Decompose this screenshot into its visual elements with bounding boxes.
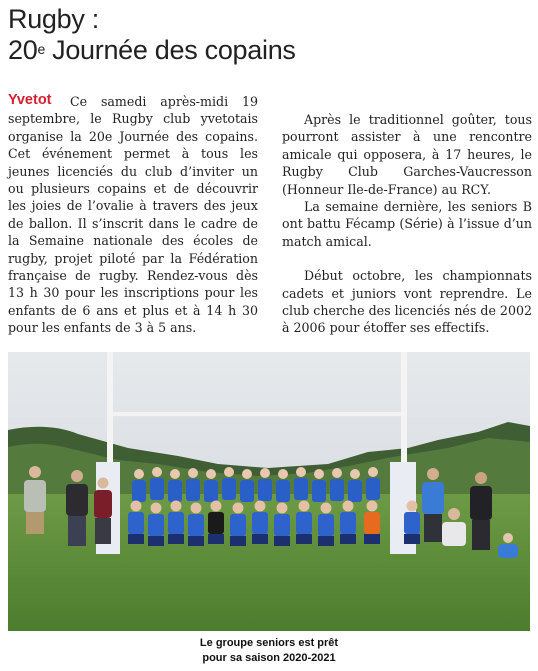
article-column-left <box>8 93 258 337</box>
dateline: Yvetot <box>8 92 52 108</box>
photo-caption <box>0 636 538 665</box>
paragraph-right-1: Après le traditionnel goûter, tous pourront assister à une rencontre amicale qui opposera, à 17 heures, le Rugby Club Garches-Vaucresson (Honneur Ile-de-France) au RCY. <box>282 112 532 197</box>
caption-line2: pour sa saison 2020-2021 <box>202 651 336 664</box>
headline-line2 <box>8 35 528 66</box>
headline-line1: Rugby : <box>8 4 99 34</box>
caption-line1: Le groupe seniors est prêt <box>199 637 339 649</box>
headline-number: 20 <box>8 35 38 65</box>
paragraph-right-3: Début octobre, les championnats cadets et juniors vont reprendre. Le club cherche des licenciés nés de 2002 à 2006 pour étoffer ses effectifs. <box>282 268 532 336</box>
team-photo-image <box>8 352 530 631</box>
article-column-right <box>282 111 532 337</box>
team-photo <box>8 352 530 631</box>
paragraph-left: Ce samedi après-midi 19 septembre, le Rugby club yvetotais organise la 20e Journée des copains. Cet événement permet à tous les jeunes licenciés du club d’inviter un ou plusieurs copains et de découvrir les joies de l’ovalie à travers des jeux de ballon. Il s’inscrit dans le cadre de la Semaine nationale des écoles de rugby, projet piloté par la Fédération française de rugby. Rendez-vous dès 13 h 30 pour les inscriptions pour les enfants de 6 ans et plus et à 14 h 30 pour les enfants de 3 à 5 ans. <box>8 94 258 336</box>
headline-rest: Journée des copains <box>44 35 296 65</box>
paragraph-right-2: La semaine dernière, les seniors B ont battu Fécamp (Série) à l’issue d’un match amical. <box>282 199 532 249</box>
headline-sup: e <box>37 41 45 57</box>
headline <box>8 4 528 66</box>
